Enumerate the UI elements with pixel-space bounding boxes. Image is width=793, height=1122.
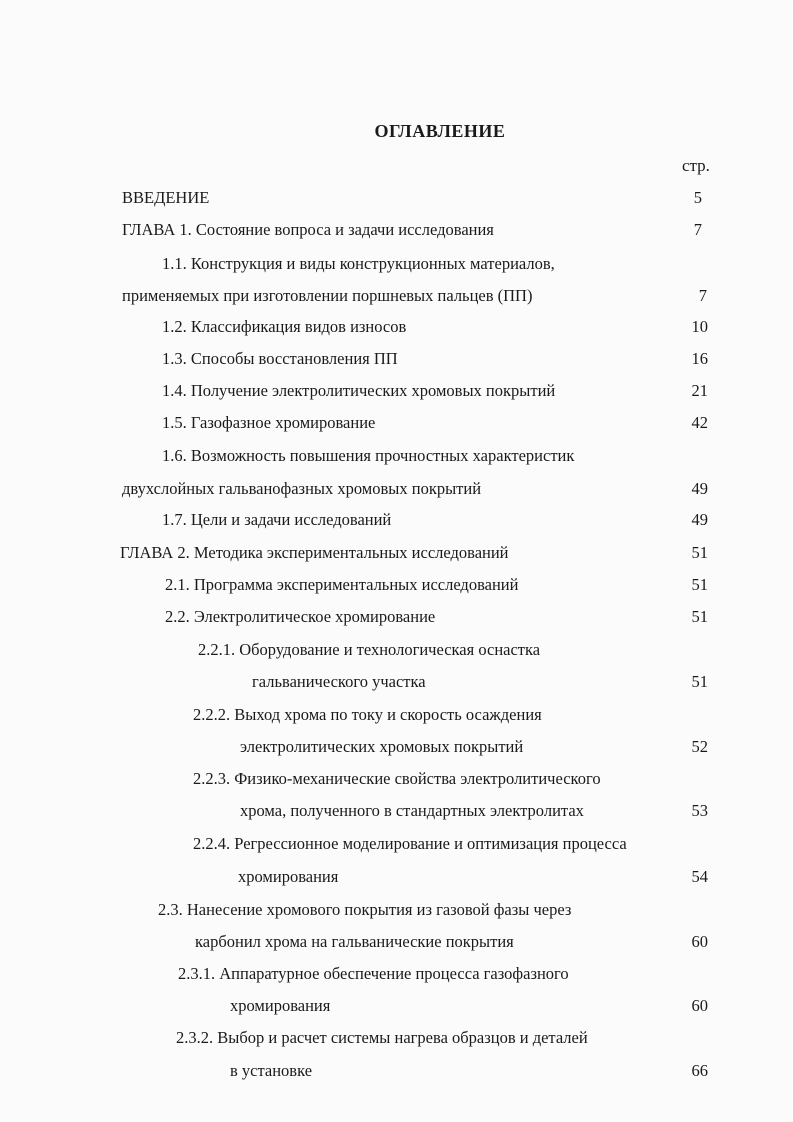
toc-entry-text: 2.3.1. Аппаратурное обеспечение процесса газофазного — [178, 964, 569, 983]
toc-entry-page: 7 — [698, 286, 707, 305]
toc-entry-text: 1.4. Получение электролитических хромовых покрытий — [162, 381, 556, 400]
toc-entry-page: 5 — [693, 188, 702, 207]
toc-entry-page: 42 — [691, 413, 708, 432]
toc-entry-page: 54 — [691, 867, 708, 886]
toc-entry-text: 2.2. Электролитическое хромирование — [165, 607, 436, 626]
toc-entry-text: гальванического участка — [252, 672, 426, 691]
toc-entry-text: ГЛАВА 1. Состояние вопроса и задачи исследования — [122, 220, 494, 239]
toc-entry-text: применяемых при изготовлении поршневых пальцев (ПП) — [122, 286, 533, 305]
toc-entry-text: 1.7. Цели и задачи исследований — [162, 510, 392, 529]
toc-entry-text: 1.3. Способы восстановления ПП — [162, 349, 398, 368]
toc-entry-text: в установке — [230, 1061, 313, 1080]
toc-entry-page: 16 — [691, 349, 708, 368]
toc-title: ОГЛАВЛЕНИЕ — [374, 121, 506, 141]
toc-entry-page: 51 — [691, 672, 708, 691]
toc-entry-text: двухслойных гальванофазных хромовых покрытий — [122, 479, 482, 498]
toc-entry-page: 49 — [691, 510, 708, 529]
toc-entry-text: 2.2.4. Регрессионное моделирование и оптимизация процесса — [193, 834, 627, 853]
toc-entry-text: 2.2.3. Физико-механические свойства электролитического — [193, 769, 601, 788]
toc-entry-page: 49 — [691, 479, 708, 498]
toc-entry-page: 10 — [691, 317, 708, 336]
toc-entry-text: ВВЕДЕНИЕ — [122, 188, 210, 207]
toc-entry-page: 51 — [691, 575, 708, 594]
toc-entry-text: 2.2.1. Оборудование и технологическая оснастка — [198, 640, 541, 659]
toc-entry-text: 1.6. Возможность повышения прочностных характеристик — [162, 446, 575, 465]
toc-entry-text: 1.1. Конструкция и виды конструкционных материалов, — [162, 254, 555, 273]
toc-entry-text: хрома, полученного в стандартных электролитах — [240, 801, 584, 820]
toc-entry-text: ГЛАВА 2. Методика экспериментальных исследований — [120, 543, 509, 562]
toc-entry-page: 51 — [691, 543, 708, 562]
toc-entry-text: 2.1. Программа экспериментальных исследований — [165, 575, 519, 594]
toc-entry-text: хромирования — [230, 996, 331, 1015]
toc-entry-text: карбонил хрома на гальванические покрытия — [195, 932, 514, 951]
toc-entry-page: 21 — [691, 381, 708, 400]
toc-entry-page: 7 — [693, 220, 702, 239]
toc-entry-text: 1.5. Газофазное хромирование — [162, 413, 376, 432]
toc-entry-text: 2.2.2. Выход хрома по току и скорость осаждения — [193, 705, 542, 724]
toc-entry-page: 60 — [691, 996, 708, 1015]
toc-entry-text: 2.3. Нанесение хромового покрытия из газовой фазы через — [158, 900, 572, 919]
toc-entry-text: 1.2. Классификация видов износов — [162, 317, 407, 336]
toc-entry-page: 60 — [691, 932, 708, 951]
toc-entry-text: электролитических хромовых покрытий — [240, 737, 524, 756]
toc-entry-page: 66 — [691, 1061, 708, 1080]
toc-entry-page: 52 — [691, 737, 708, 756]
toc-entry-text: хромирования — [238, 867, 339, 886]
page-column-label: стр. — [682, 156, 710, 175]
toc-entry-page: 53 — [691, 801, 708, 820]
toc-entry-page: 51 — [691, 607, 708, 626]
toc-entry-text: 2.3.2. Выбор и расчет системы нагрева образцов и деталей — [176, 1028, 588, 1047]
